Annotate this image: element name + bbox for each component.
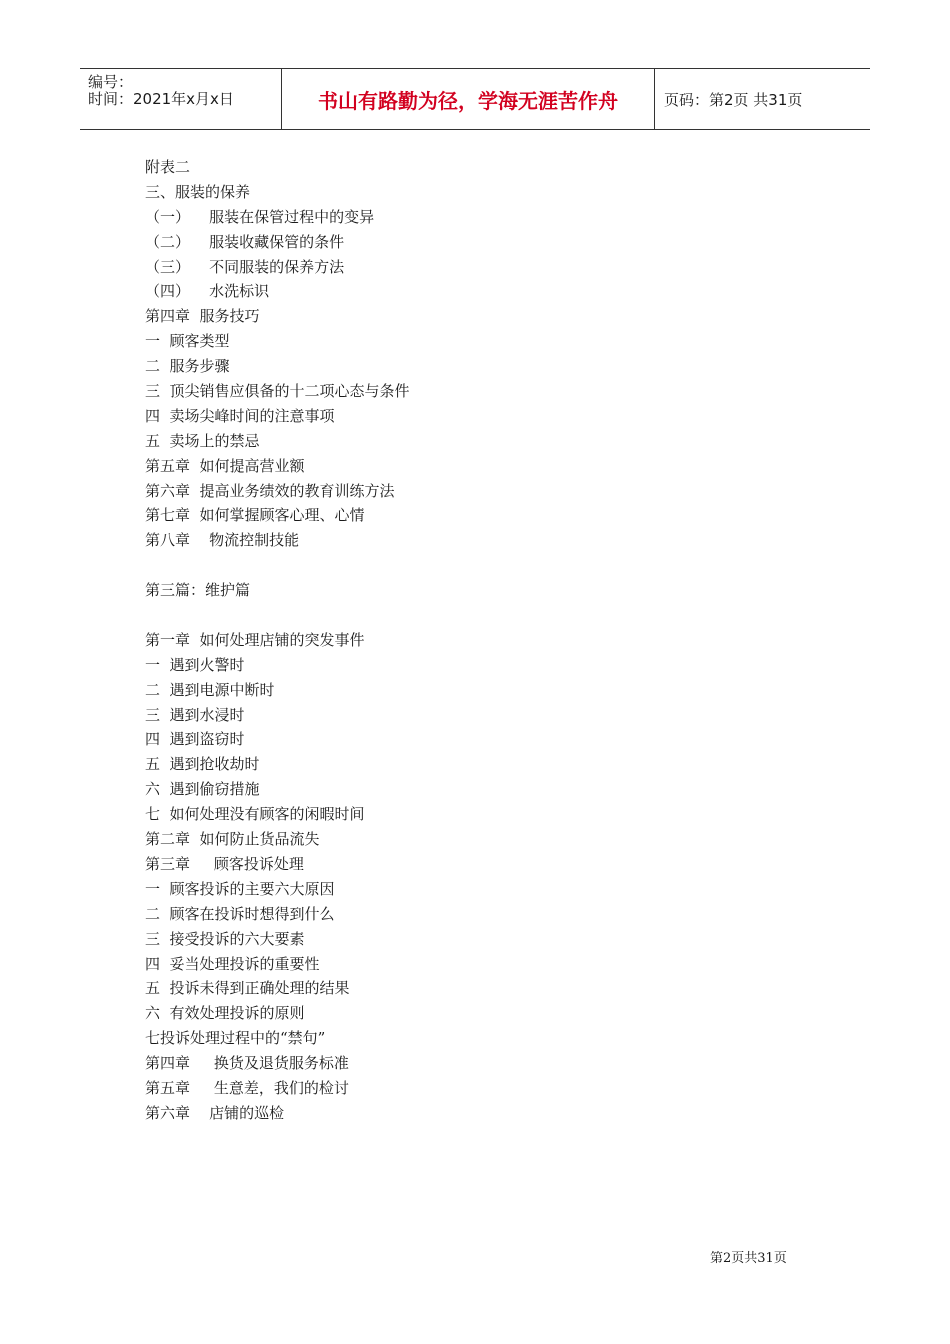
- toc-line: 第四章 换货及退货服务标准: [145, 1054, 349, 1073]
- toc-line: 第三章 顾客投诉处理: [145, 854, 304, 873]
- toc-line: 五 投诉未得到正确处理的结果: [145, 979, 350, 998]
- toc-line: 三 遇到水浸时: [145, 705, 245, 724]
- toc-line: 第一章 如何处理店铺的突发事件: [145, 630, 365, 649]
- toc-line: （二） 服装收藏保管的条件: [145, 232, 345, 251]
- table-of-contents: [145, 155, 845, 1126]
- blank-line: [145, 553, 845, 578]
- toc-line: 第六章 店铺的巡检: [145, 1103, 285, 1122]
- toc-line: 七 如何处理没有顾客的闲暇时间: [145, 805, 365, 824]
- toc-line: （三） 不同服装的保养方法: [145, 257, 345, 276]
- toc-line: 一 顾客投诉的主要六大原因: [145, 879, 335, 898]
- toc-line: 第四章 服务技巧: [145, 307, 260, 326]
- toc-line: 二 遇到电源中断时: [145, 680, 275, 699]
- toc-line: 第六章 提高业务绩效的教育训练方法: [145, 481, 395, 500]
- toc-line: 一 遇到火警时: [145, 655, 245, 674]
- toc-line: 六 遇到偷窃措施: [145, 780, 260, 799]
- toc-line: 第三篇：维护篇: [145, 581, 251, 600]
- footer-page-number: 第2页共31页: [710, 1251, 787, 1266]
- toc-line: 二 服务步骤: [145, 357, 230, 376]
- toc-line: 五 卖场上的禁忌: [145, 431, 260, 450]
- header-motto: 书山有路勤为径，学海无涯苦作舟: [281, 69, 655, 129]
- toc-line: 三 接受投诉的六大要素: [145, 929, 305, 948]
- toc-line: 三、服装的保养: [145, 182, 251, 201]
- document-date-label: 时间：2021年x月x日: [88, 90, 234, 108]
- toc-line: （一） 服装在保管过程中的变异: [145, 207, 375, 226]
- toc-line: 第二章 如何防止货品流失: [145, 830, 320, 849]
- toc-line: 三 顶尖销售应俱备的十二项心态与条件: [145, 382, 410, 401]
- toc-line: 七投诉处理过程中的“禁句”: [145, 1029, 326, 1048]
- header-page-number: 页码：第2页 共31页: [664, 90, 803, 109]
- toc-line: （四） 水洗标识: [145, 282, 270, 301]
- blank-line: [145, 603, 845, 628]
- toc-line: 一 顾客类型: [145, 332, 230, 351]
- toc-line: 第五章 如何提高营业额: [145, 456, 305, 475]
- toc-line: 第五章 生意差，我们的检讨: [145, 1078, 349, 1097]
- toc-line: 第七章 如何掌握顾客心理、心情: [145, 506, 365, 525]
- document-number-label: 编号：: [88, 73, 134, 91]
- toc-line: 五 遇到抢收劫时: [145, 755, 260, 774]
- toc-line: 二 顾客在投诉时想得到什么: [145, 904, 335, 923]
- page-header: [80, 68, 870, 130]
- toc-line: 四 卖场尖峰时间的注意事项: [145, 406, 335, 425]
- toc-line: 第八章 物流控制技能: [145, 531, 300, 550]
- toc-line: 四 遇到盗窃时: [145, 730, 245, 749]
- toc-line: 四 妥当处理投诉的重要性: [145, 954, 320, 973]
- toc-line: 附表二: [145, 158, 191, 176]
- header-info-cell: [80, 69, 280, 129]
- toc-line: 六 有效处理投诉的原则: [145, 1004, 305, 1023]
